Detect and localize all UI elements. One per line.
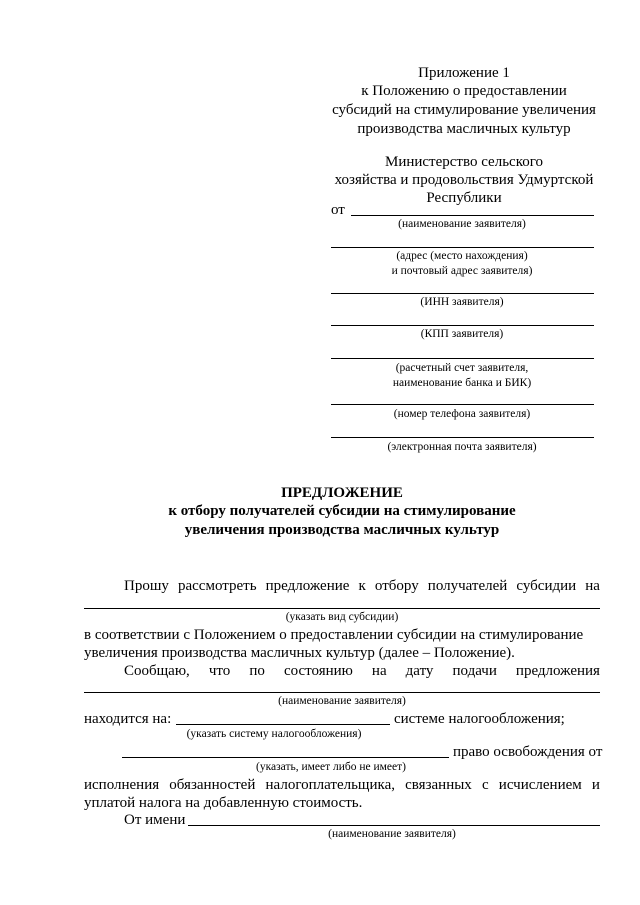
tax-system-line[interactable] [176,724,390,725]
p3-line-1: исполнения обязанностей налогоплательщика, связанных с исчислением и [84,777,600,793]
account-hint-2: наименование банка и БИК) [392,377,532,389]
phone-hint: (номер телефона заявителя) [393,408,531,420]
address-hint-1: (адрес (место нахождения) [396,250,528,262]
from-label: от [331,202,345,218]
exemption-label: право освобождения от [453,744,603,760]
on-behalf-line[interactable] [188,825,600,826]
applicant-line-body[interactable] [84,692,600,693]
inn-line[interactable] [331,293,594,294]
subsidy-type-hint: (указать вид субсидии) [285,611,399,623]
annex-line-3: субсидий на стимулирование увеличения [332,102,596,118]
document-subtitle-1: к отбору получателей субсидии на стимулирование [168,503,516,519]
email-line[interactable] [331,437,594,438]
account-hint-1: (расчетный счет заявителя, [395,362,529,374]
applicant-hint-body: (наименование заявителя) [278,695,406,707]
account-line[interactable] [331,358,594,359]
phone-line[interactable] [331,404,594,405]
document-title: ПРЕДЛОЖЕНИЕ [281,485,403,501]
on-behalf-label: От имени [124,812,186,828]
subsidy-type-line[interactable] [84,608,600,609]
p3-line-2: уплатой налога на добавленную стоимость. [84,795,363,811]
annex-number: Приложение 1 [418,65,510,81]
tax-system-label: системе налогообложения; [394,711,565,727]
addressee-line-3: Республики [426,190,502,206]
p1-line-1: Прошу рассмотреть предложение к отбору получателей субсидии на [124,578,600,594]
document-subtitle-2: увеличения производства масличных культур [184,522,500,538]
kpp-hint: (КПП заявителя) [420,328,504,340]
inn-hint: (ИНН заявителя) [420,296,504,308]
annex-line-2: к Положению о предоставлении [361,83,567,99]
applicant-name-line[interactable] [351,215,594,216]
address-line[interactable] [331,247,594,248]
address-hint-2: и почтовый адрес заявителя) [391,265,533,277]
on-behalf-hint: (наименование заявителя) [328,828,456,840]
email-hint: (электронная почта заявителя) [387,441,537,453]
exemption-hint: (указать, имеет либо не имеет) [255,761,407,773]
p1-line-3: увеличения производства масличных культур (далее – Положение). [84,645,515,661]
p2-line-1: Сообщаю, что по состоянию на дату подачи предложения [124,663,600,679]
p1-line-2: в соответствии с Положением о предоставлении субсидии на стимулирование [84,627,584,643]
addressee-line-2: хозяйства и продовольствия Удмуртской [334,172,594,188]
addressee-line-1: Министерство сельского [384,154,544,170]
located-label: находится на: [84,711,172,727]
applicant-name-hint: (наименование заявителя) [398,218,526,230]
exemption-line[interactable] [122,757,449,758]
kpp-line[interactable] [331,325,594,326]
annex-line-4: производства масличных культур [357,121,571,137]
tax-system-hint: (указать систему налогообложения) [186,728,362,740]
